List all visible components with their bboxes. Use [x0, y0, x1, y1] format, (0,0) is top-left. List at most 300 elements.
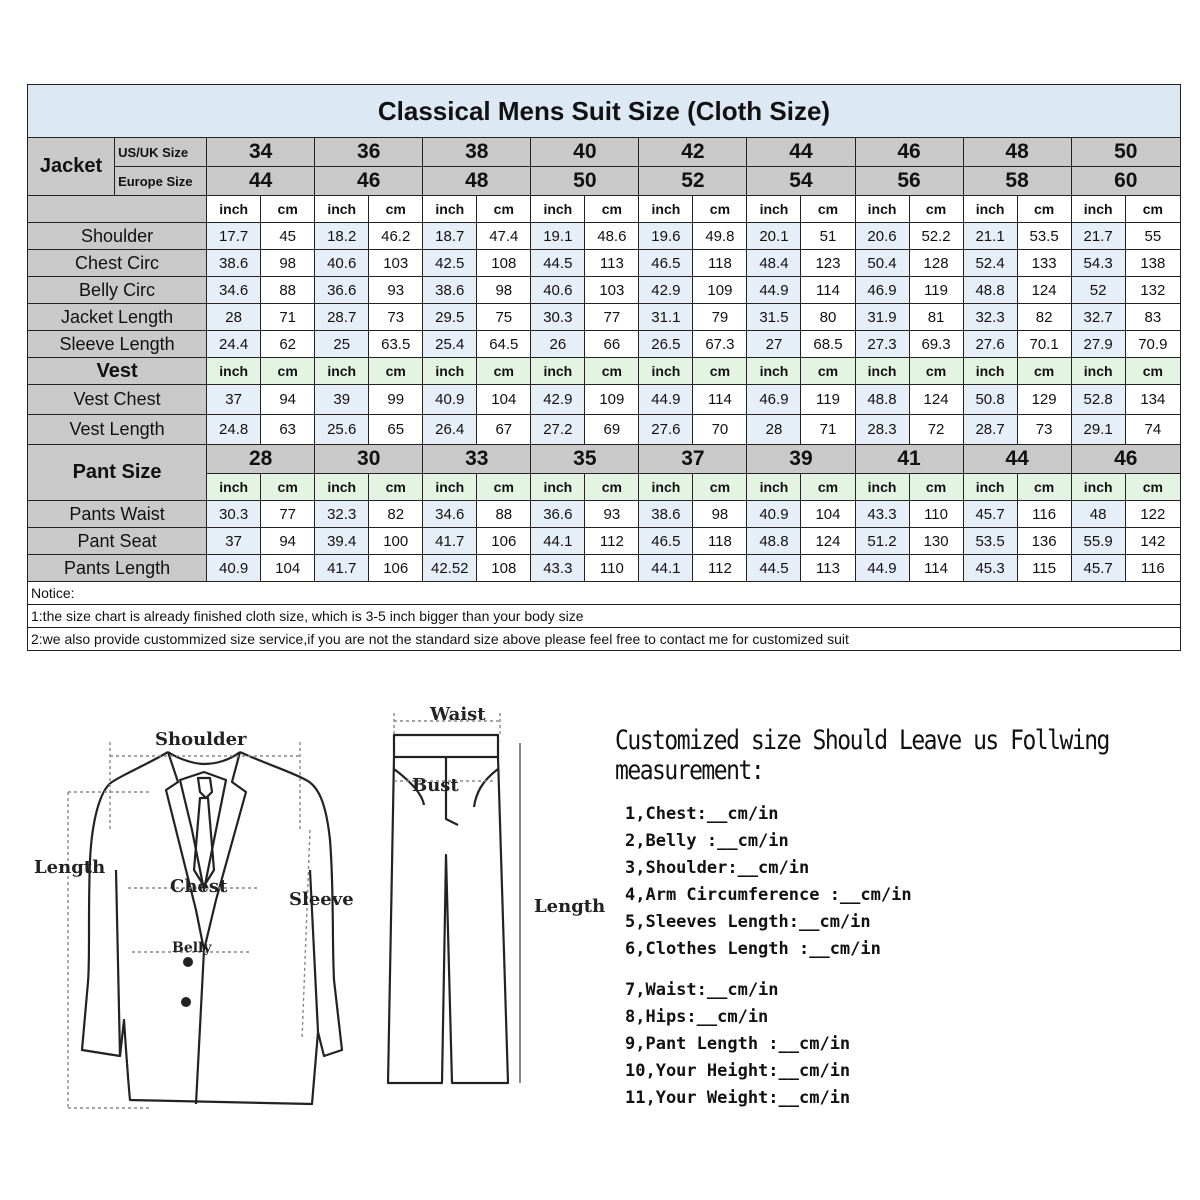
instruction-item: 3,Shoulder:__cm/in — [625, 858, 810, 878]
value-cm: 82 — [1017, 304, 1071, 331]
value-cm: 94 — [261, 385, 315, 415]
unit-inch-header: inch — [855, 358, 909, 385]
value-cm: 108 — [477, 250, 531, 277]
unit-inch-header: inch — [639, 474, 693, 501]
value-inch: 17.7 — [207, 223, 261, 250]
value-cm: 98 — [261, 250, 315, 277]
value-inch: 25.4 — [423, 331, 477, 358]
value-inch: 38.6 — [639, 501, 693, 528]
unit-inch-header: inch — [423, 474, 477, 501]
value-inch: 39 — [315, 385, 369, 415]
value-cm: 46.2 — [369, 223, 423, 250]
measurement-row — [28, 250, 1181, 277]
value-cm: 118 — [693, 250, 747, 277]
pant-bust-label: Bust — [412, 775, 459, 796]
value-cm: 77 — [261, 501, 315, 528]
measurement-row — [28, 277, 1181, 304]
unit-cm-header: cm — [801, 196, 855, 223]
value-cm: 109 — [585, 385, 639, 415]
value-inch: 28 — [747, 415, 801, 445]
instruction-item: 2,Belly :__cm/in — [625, 831, 789, 851]
unit-inch-header: inch — [747, 474, 801, 501]
value-cm: 62 — [261, 331, 315, 358]
value-cm: 82 — [369, 501, 423, 528]
unit-cm-header: cm — [477, 196, 531, 223]
jacket-diagram — [20, 720, 350, 1120]
value-inch: 46.9 — [747, 385, 801, 415]
value-inch: 45.3 — [963, 555, 1017, 582]
value-cm: 66 — [585, 331, 639, 358]
instruction-item: 10,Your Height:__cm/in — [625, 1061, 851, 1081]
jacket-outline — [82, 752, 342, 1104]
value-cm: 100 — [369, 528, 423, 555]
jacket-button-2 — [181, 997, 191, 1007]
jacket-button-1 — [183, 957, 193, 967]
unit-inch-header: inch — [747, 196, 801, 223]
value-cm: 113 — [801, 555, 855, 582]
value-inch: 52.8 — [1071, 385, 1125, 415]
value-inch: 27.6 — [963, 331, 1017, 358]
measurement-row — [28, 331, 1181, 358]
instructions-title: Customized size Should Leave us Follwing measurement: — [615, 726, 1109, 786]
us-size-36: 36 — [315, 138, 423, 167]
value-cm: 52.2 — [909, 223, 963, 250]
unit-cm-header: cm — [261, 358, 315, 385]
unit-cm-header: cm — [1017, 196, 1071, 223]
custom-measurement-instructions — [615, 726, 1185, 1115]
unit-cm-header: cm — [801, 474, 855, 501]
us-size-44: 44 — [747, 138, 855, 167]
measurement-label: Shoulder — [28, 223, 207, 250]
value-inch: 46.5 — [639, 528, 693, 555]
value-inch: 27.2 — [531, 415, 585, 445]
value-inch: 43.3 — [855, 501, 909, 528]
pant-size-39: 39 — [747, 445, 855, 474]
pant-size-41: 41 — [855, 445, 963, 474]
value-inch: 39.4 — [315, 528, 369, 555]
value-cm: 104 — [801, 501, 855, 528]
value-inch: 26.4 — [423, 415, 477, 445]
value-inch: 41.7 — [423, 528, 477, 555]
unit-inch-header: inch — [963, 358, 1017, 385]
pant-size-30: 30 — [315, 445, 423, 474]
value-cm: 99 — [369, 385, 423, 415]
value-inch: 21.7 — [1071, 223, 1125, 250]
value-inch: 34.6 — [207, 277, 261, 304]
value-inch: 52 — [1071, 277, 1125, 304]
value-cm: 130 — [909, 528, 963, 555]
value-cm: 74 — [1125, 415, 1180, 445]
value-inch: 32.3 — [963, 304, 1017, 331]
instruction-item: 1,Chest:__cm/in — [625, 804, 779, 824]
value-cm: 124 — [801, 528, 855, 555]
value-inch: 46.5 — [639, 250, 693, 277]
value-cm: 116 — [1017, 501, 1071, 528]
measurement-label: Belly Circ — [28, 277, 207, 304]
value-inch: 36.6 — [315, 277, 369, 304]
instruction-item: 11,Your Weight:__cm/in — [625, 1088, 851, 1108]
unit-cm-header: cm — [909, 358, 963, 385]
measurement-label: Pants Waist — [28, 501, 207, 528]
value-cm: 79 — [693, 304, 747, 331]
pant-section-label: Pant Size — [28, 445, 207, 501]
value-cm: 114 — [801, 277, 855, 304]
pant-size-33: 33 — [423, 445, 531, 474]
value-inch: 20.6 — [855, 223, 909, 250]
value-inch: 48.4 — [747, 250, 801, 277]
unit-inch-header: inch — [207, 358, 261, 385]
value-cm: 94 — [261, 528, 315, 555]
value-inch: 50.8 — [963, 385, 1017, 415]
jacket-chest-label: Chest — [170, 876, 228, 897]
value-cm: 73 — [1017, 415, 1071, 445]
value-cm: 122 — [1125, 501, 1180, 528]
value-inch: 19.1 — [531, 223, 585, 250]
value-inch: 27.9 — [1071, 331, 1125, 358]
unit-inch-header: inch — [531, 196, 585, 223]
value-cm: 67 — [477, 415, 531, 445]
value-cm: 106 — [477, 528, 531, 555]
value-cm: 81 — [909, 304, 963, 331]
value-inch: 50.4 — [855, 250, 909, 277]
value-cm: 73 — [369, 304, 423, 331]
value-inch: 37 — [207, 528, 261, 555]
us-size-34: 34 — [207, 138, 315, 167]
value-inch: 40.9 — [747, 501, 801, 528]
jacket-sleeve-left — [116, 870, 120, 1056]
value-cm: 119 — [909, 277, 963, 304]
unit-inch-header: inch — [747, 358, 801, 385]
value-cm: 77 — [585, 304, 639, 331]
value-inch: 44.1 — [531, 528, 585, 555]
value-inch: 34.6 — [423, 501, 477, 528]
value-inch: 25 — [315, 331, 369, 358]
value-inch: 18.2 — [315, 223, 369, 250]
value-cm: 123 — [801, 250, 855, 277]
value-cm: 83 — [1125, 304, 1180, 331]
value-cm: 71 — [801, 415, 855, 445]
measurement-label: Sleeve Length — [28, 331, 207, 358]
value-cm: 118 — [693, 528, 747, 555]
measurement-row — [28, 385, 1181, 415]
value-cm: 112 — [693, 555, 747, 582]
value-cm: 112 — [585, 528, 639, 555]
jacket-sleeve-label: Sleeve — [289, 889, 354, 910]
unit-inch-header: inch — [423, 196, 477, 223]
eu-size-48: 48 — [423, 167, 531, 196]
value-inch: 19.6 — [639, 223, 693, 250]
measurement-row — [28, 501, 1181, 528]
value-inch: 30.3 — [207, 501, 261, 528]
value-cm: 48.6 — [585, 223, 639, 250]
value-cm: 68.5 — [801, 331, 855, 358]
measurement-label: Pant Seat — [28, 528, 207, 555]
instruction-item: 6,Clothes Length :__cm/in — [625, 939, 881, 959]
instruction-item: 7,Waist:__cm/in — [625, 980, 779, 1000]
us-size-50: 50 — [1071, 138, 1180, 167]
measurement-label: Vest Chest — [28, 385, 207, 415]
vest-section-label: Vest — [28, 358, 207, 385]
value-cm: 88 — [477, 501, 531, 528]
value-cm: 49.8 — [693, 223, 747, 250]
value-cm: 116 — [1125, 555, 1180, 582]
value-cm: 47.4 — [477, 223, 531, 250]
notice-line-1: 1:the size chart is already finished cloth size, which is 3-5 inch bigger than your body size — [28, 605, 1181, 628]
instruction-item: 4,Arm Circumference :__cm/in — [625, 885, 912, 905]
eu-size-44: 44 — [207, 167, 315, 196]
unit-cm-header: cm — [693, 474, 747, 501]
value-inch: 30.3 — [531, 304, 585, 331]
jacket-collar — [168, 752, 240, 764]
value-inch: 42.9 — [531, 385, 585, 415]
eu-size-56: 56 — [855, 167, 963, 196]
jacket-section-label: Jacket — [28, 138, 115, 196]
value-cm: 70.1 — [1017, 331, 1071, 358]
value-inch: 55.9 — [1071, 528, 1125, 555]
value-cm: 104 — [261, 555, 315, 582]
value-cm: 109 — [693, 277, 747, 304]
value-cm: 142 — [1125, 528, 1180, 555]
jacket-belly-label: Belly — [172, 940, 212, 956]
us-uk-size-label: US/UK Size — [115, 138, 207, 167]
unit-cm-header: cm — [1017, 474, 1071, 501]
value-cm: 114 — [693, 385, 747, 415]
value-cm: 119 — [801, 385, 855, 415]
value-inch: 20.1 — [747, 223, 801, 250]
value-cm: 133 — [1017, 250, 1071, 277]
value-inch: 53.5 — [963, 528, 1017, 555]
value-cm: 103 — [585, 277, 639, 304]
unit-cm-header: cm — [585, 358, 639, 385]
value-inch: 31.9 — [855, 304, 909, 331]
jacket-tie — [194, 778, 214, 886]
value-cm: 134 — [1125, 385, 1180, 415]
value-inch: 48.8 — [747, 528, 801, 555]
value-cm: 70.9 — [1125, 331, 1180, 358]
value-inch: 48 — [1071, 501, 1125, 528]
size-chart-table — [27, 84, 1181, 651]
value-cm: 115 — [1017, 555, 1071, 582]
value-cm: 93 — [585, 501, 639, 528]
value-inch: 42.5 — [423, 250, 477, 277]
value-cm: 67.3 — [693, 331, 747, 358]
pant-size-44: 44 — [963, 445, 1071, 474]
jacket-shoulder-label: Shoulder — [155, 729, 247, 750]
measurement-row — [28, 223, 1181, 250]
eu-size-58: 58 — [963, 167, 1071, 196]
value-inch: 44.9 — [747, 277, 801, 304]
us-size-46: 46 — [855, 138, 963, 167]
value-cm: 128 — [909, 250, 963, 277]
value-cm: 104 — [477, 385, 531, 415]
value-inch: 44.5 — [531, 250, 585, 277]
unit-inch-header: inch — [315, 196, 369, 223]
pant-diagram — [380, 695, 550, 1095]
value-cm: 98 — [477, 277, 531, 304]
value-cm: 103 — [369, 250, 423, 277]
value-inch: 27.6 — [639, 415, 693, 445]
value-cm: 110 — [585, 555, 639, 582]
pant-size-35: 35 — [531, 445, 639, 474]
value-inch: 38.6 — [423, 277, 477, 304]
value-inch: 28.7 — [315, 304, 369, 331]
value-inch: 31.5 — [747, 304, 801, 331]
value-inch: 41.7 — [315, 555, 369, 582]
value-cm: 132 — [1125, 277, 1180, 304]
pant-waist-label: Waist — [430, 704, 486, 725]
value-inch: 37 — [207, 385, 261, 415]
unit-inch-header: inch — [207, 196, 261, 223]
value-cm: 65 — [369, 415, 423, 445]
unit-cm-header: cm — [261, 474, 315, 501]
unit-inch-header: inch — [531, 474, 585, 501]
notice-line-2: 2:we also provide custommized size service,if you are not the standard size above please feel free to contact me for customized suit — [28, 628, 1181, 651]
us-size-48: 48 — [963, 138, 1071, 167]
instruction-item: 5,Sleeves Length:__cm/in — [625, 912, 871, 932]
value-cm: 98 — [693, 501, 747, 528]
eu-size-50: 50 — [531, 167, 639, 196]
eu-size-46: 46 — [315, 167, 423, 196]
unit-inch-header: inch — [639, 358, 693, 385]
pant-size-37: 37 — [639, 445, 747, 474]
pant-size-28: 28 — [207, 445, 315, 474]
value-inch: 40.9 — [423, 385, 477, 415]
value-inch: 31.1 — [639, 304, 693, 331]
measurement-row — [28, 415, 1181, 445]
unit-cm-header: cm — [909, 196, 963, 223]
unit-inch-header: inch — [315, 474, 369, 501]
unit-cm-header: cm — [477, 474, 531, 501]
measurement-row — [28, 555, 1181, 582]
value-cm: 110 — [909, 501, 963, 528]
jacket-front-edge — [196, 950, 204, 1104]
value-cm: 138 — [1125, 250, 1180, 277]
value-inch: 26 — [531, 331, 585, 358]
value-cm: 64.5 — [477, 331, 531, 358]
value-cm: 129 — [1017, 385, 1071, 415]
value-inch: 29.1 — [1071, 415, 1125, 445]
value-inch: 40.9 — [207, 555, 261, 582]
value-inch: 28.7 — [963, 415, 1017, 445]
value-inch: 52.4 — [963, 250, 1017, 277]
eu-size-60: 60 — [1071, 167, 1180, 196]
instruction-item: 9,Pant Length :__cm/in — [625, 1034, 851, 1054]
value-cm: 124 — [1017, 277, 1071, 304]
unit-inch-header: inch — [315, 358, 369, 385]
value-inch: 44.9 — [639, 385, 693, 415]
unit-inch-header: inch — [531, 358, 585, 385]
measurement-label: Pants Length — [28, 555, 207, 582]
measurement-label: Chest Circ — [28, 250, 207, 277]
instruction-item: 8,Hips:__cm/in — [625, 1007, 769, 1027]
unit-cm-header: cm — [693, 196, 747, 223]
unit-inch-header: inch — [1071, 358, 1125, 385]
unit-inch-header: inch — [963, 474, 1017, 501]
value-cm: 53.5 — [1017, 223, 1071, 250]
value-inch: 18.7 — [423, 223, 477, 250]
unit-inch-header: inch — [963, 196, 1017, 223]
value-inch: 27.3 — [855, 331, 909, 358]
value-cm: 136 — [1017, 528, 1071, 555]
value-inch: 38.6 — [207, 250, 261, 277]
value-inch: 21.1 — [963, 223, 1017, 250]
measurement-row — [28, 528, 1181, 555]
value-cm: 114 — [909, 555, 963, 582]
value-cm: 75 — [477, 304, 531, 331]
value-inch: 43.3 — [531, 555, 585, 582]
value-cm: 71 — [261, 304, 315, 331]
value-inch: 26.5 — [639, 331, 693, 358]
unit-cm-header: cm — [369, 196, 423, 223]
value-cm: 108 — [477, 555, 531, 582]
value-inch: 36.6 — [531, 501, 585, 528]
value-cm: 80 — [801, 304, 855, 331]
unit-cm-header: cm — [369, 474, 423, 501]
unit-cm-header: cm — [1017, 358, 1071, 385]
unit-inch-header: inch — [207, 474, 261, 501]
value-cm: 63.5 — [369, 331, 423, 358]
value-inch: 46.9 — [855, 277, 909, 304]
unit-cm-header: cm — [585, 474, 639, 501]
value-inch: 27 — [747, 331, 801, 358]
unit-cm-header: cm — [585, 196, 639, 223]
value-inch: 44.5 — [747, 555, 801, 582]
value-inch: 40.6 — [315, 250, 369, 277]
value-inch: 28.3 — [855, 415, 909, 445]
measurement-label: Jacket Length — [28, 304, 207, 331]
value-inch: 48.8 — [963, 277, 1017, 304]
value-inch: 29.5 — [423, 304, 477, 331]
unit-cm-header: cm — [693, 358, 747, 385]
value-inch: 54.3 — [1071, 250, 1125, 277]
value-inch: 28 — [207, 304, 261, 331]
unit-cm-header: cm — [369, 358, 423, 385]
unit-inch-header: inch — [639, 196, 693, 223]
us-size-38: 38 — [423, 138, 531, 167]
value-inch: 24.4 — [207, 331, 261, 358]
unit-inch-header: inch — [1071, 474, 1125, 501]
unit-cm-header: cm — [801, 358, 855, 385]
value-inch: 24.8 — [207, 415, 261, 445]
value-cm: 93 — [369, 277, 423, 304]
value-cm: 113 — [585, 250, 639, 277]
unit-inch-header: inch — [855, 196, 909, 223]
pant-length-label: Length — [534, 896, 606, 917]
value-inch: 45.7 — [963, 501, 1017, 528]
unit-cm-header: cm — [261, 196, 315, 223]
unit-row-blank — [28, 196, 207, 223]
value-cm: 55 — [1125, 223, 1180, 250]
pant-waistband — [394, 735, 498, 757]
value-cm: 51 — [801, 223, 855, 250]
value-inch: 48.8 — [855, 385, 909, 415]
chart-title: Classical Mens Suit Size (Cloth Size) — [28, 85, 1181, 138]
eu-size-52: 52 — [639, 167, 747, 196]
jacket-length-label: Length — [34, 857, 106, 878]
pant-outline — [388, 757, 508, 1083]
unit-inch-header: inch — [423, 358, 477, 385]
unit-cm-header: cm — [1125, 474, 1180, 501]
value-inch: 44.1 — [639, 555, 693, 582]
pant-size-46: 46 — [1071, 445, 1180, 474]
value-cm: 63 — [261, 415, 315, 445]
unit-cm-header: cm — [477, 358, 531, 385]
eu-size-54: 54 — [747, 167, 855, 196]
value-cm: 88 — [261, 277, 315, 304]
unit-inch-header: inch — [855, 474, 909, 501]
pant-pocket-right — [474, 769, 498, 807]
value-inch: 25.6 — [315, 415, 369, 445]
